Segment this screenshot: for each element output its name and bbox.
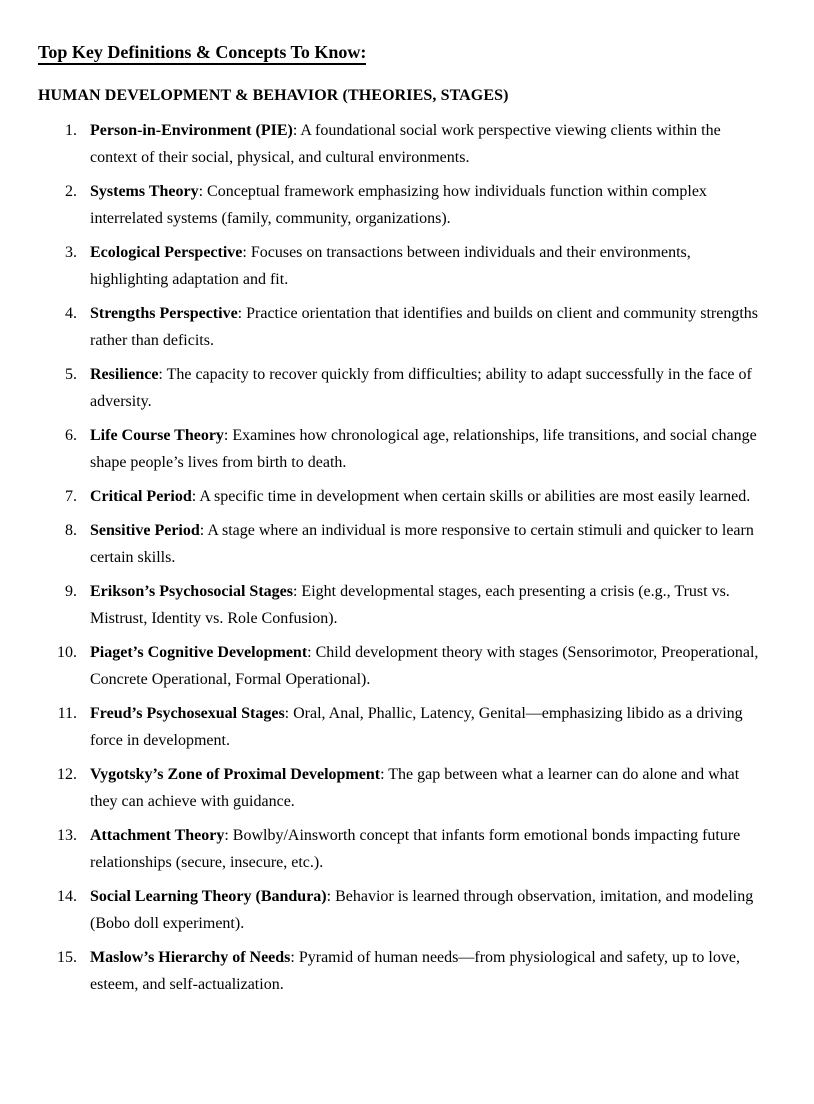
item-definition: : Examines how chronological age, relationships, life transitions, and social change shape people’s lives from birth to death. [90,427,757,472]
item-definition: : A stage where an individual is more responsive to certain stimuli and quicker to learn certain skills. [90,522,754,567]
definition-item [38,761,762,815]
item-term: Freud’s Psychosexual Stages [90,705,285,723]
item-text [90,578,762,632]
page-title-text: Top Key Definitions & Concepts To Know: [38,42,366,65]
item-term: Critical Period [90,488,192,506]
item-definition: : Oral, Anal, Phallic, Latency, Genital—emphasizing libido as a driving force in development. [90,705,743,750]
definition-item [38,239,762,293]
item-term: Social Learning Theory (Bandura) [90,888,327,906]
item-definition: : A foundational social work perspective viewing clients within the context of their social, physical, and cultural environments. [90,122,721,167]
definition-item [38,483,762,510]
item-definition: : Focuses on transactions between individuals and their environments, highlighting adaptation and fit. [90,244,691,289]
item-definition: : Behavior is learned through observation, imitation, and modeling (Bobo doll experiment). [90,888,754,933]
definition-item [38,639,762,693]
item-number: 12. [57,766,77,784]
item-text [90,822,762,876]
definition-item [38,578,762,632]
item-number: 3. [65,244,77,262]
item-text [90,178,762,232]
item-definition: : The capacity to recover quickly from difficulties; ability to adapt successfully in the face of adversity. [90,366,752,411]
definitions-list [38,117,762,998]
item-term: Sensitive Period [90,522,200,540]
item-term: Vygotsky’s Zone of Proximal Development [90,766,381,784]
item-text [90,761,762,815]
definition-item [38,361,762,415]
item-definition: : Conceptual framework emphasizing how individuals function within complex interrelated systems (family, community, organizations). [90,183,707,228]
item-term: Systems Theory [90,183,199,201]
definition-item [38,822,762,876]
item-term: Life Course Theory [90,427,224,445]
item-number: 10. [57,644,77,662]
item-number: 13. [57,827,77,845]
item-text [90,300,762,354]
item-number: 6. [65,427,77,445]
definition-item [38,883,762,937]
item-text [90,517,762,571]
item-term: Strengths Perspective [90,305,238,323]
item-definition: : Child development theory with stages (Sensorimotor, Preoperational, Concrete Operational, Formal Operational). [90,644,759,689]
item-term: Piaget’s Cognitive Development [90,644,308,662]
item-number: 2. [65,183,77,201]
item-text [90,422,762,476]
item-definition: : The gap between what a learner can do alone and what they can achieve with guidance. [90,766,740,811]
definition-item [38,422,762,476]
item-text [90,117,762,171]
item-definition: : Practice orientation that identifies and builds on client and community strengths rather than deficits. [90,305,758,350]
item-term: Resilience [90,366,159,384]
item-term: Maslow’s Hierarchy of Needs [90,949,291,967]
item-number: 7. [65,488,77,506]
item-term: Ecological Perspective [90,244,243,262]
definition-item [38,178,762,232]
item-term: Person-in-Environment (PIE) [90,122,293,140]
item-number: 1. [65,122,77,140]
item-text [90,239,762,293]
item-definition: : A specific time in development when certain skills or abilities are most easily learned. [191,488,751,506]
definition-item [38,700,762,754]
definition-item [38,117,762,171]
item-text [90,883,762,937]
item-number: 8. [65,522,77,540]
item-definition: : Eight developmental stages, each presenting a crisis (e.g., Trust vs. Mistrust, Identity vs. Role Confusion). [90,583,730,628]
item-text [90,361,762,415]
item-text [90,483,762,510]
item-term: Attachment Theory [90,827,225,845]
item-term: Erikson’s Psychosocial Stages [90,583,293,601]
item-number: 9. [65,583,77,601]
item-definition: : Bowlby/Ainsworth concept that infants form emotional bonds impacting future relationships (secure, insecure, etc.). [90,827,741,872]
item-number: 15. [57,949,77,967]
item-number: 4. [65,305,77,323]
definition-item [38,300,762,354]
definition-item [38,517,762,571]
section-heading: HUMAN DEVELOPMENT & BEHAVIOR (THEORIES, STAGES) [38,86,509,104]
item-number: 5. [65,366,77,384]
item-text [90,944,762,998]
page-title [38,42,762,64]
item-text [90,639,762,693]
item-number: 11. [57,705,77,723]
item-number: 14. [57,888,77,906]
definition-item [38,944,762,998]
item-definition: : Pyramid of human needs—from physiological and safety, up to love, esteem, and self-actualization. [90,949,740,994]
item-text [90,700,762,754]
